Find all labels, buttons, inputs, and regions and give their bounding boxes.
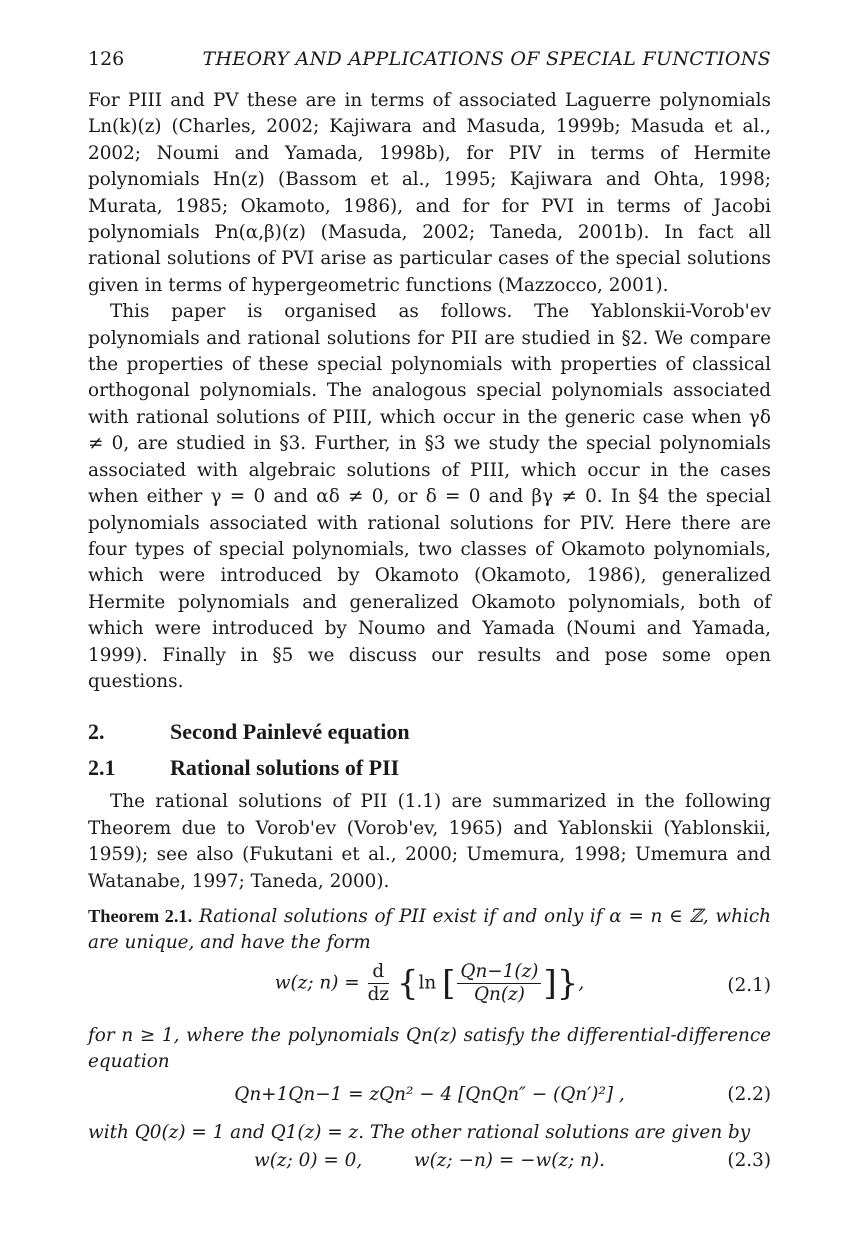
eq1-d: d [368,961,389,984]
paragraph-rational-solutions: The rational solutions of PII (1.1) are summarized in the following Theorem due to Vorob'ev (Vorob'ev, 1965) and Yablonskii (Yablonskii, 1959); see also (Fukutani et al., 2000; Umemura, 1998; Umemura and Watanabe, 1997; Taneda, 2000). [88,791,771,892]
equation-2-2 [88,1076,771,1120]
eq2-body: Qn+1Qn−1 = zQn² − 4 [QnQn″ − (Qn′)²] , [234,1083,625,1105]
eq1-ln: ln [418,972,437,994]
section-title: Second Painlevé equation [170,719,410,745]
eq3-right: w(z; −n) = −w(z; n). [413,1150,605,1171]
eq1-denominator: Qn(z) [473,983,525,1005]
theorem-statement: Rational solutions of PII exist if and only if α = n ∈ ℤ, which are unique, and have the form [88,905,771,954]
running-header [88,48,771,78]
eq3-tag: (2.3) [727,1150,771,1171]
subsection-title: Rational solutions of PII [170,755,400,781]
theorem-label: Theorem 2.1. [88,905,193,926]
subsection-number: 2.1 [88,755,116,781]
theorem [88,903,771,957]
section-heading [88,719,771,745]
eq1-dz: dz [367,983,390,1005]
subsection-heading [88,755,771,781]
equation-2-3 [88,1146,771,1190]
eq2-tag: (2.2) [727,1083,771,1105]
page-number: 126 [88,48,125,70]
page [88,48,771,1190]
eq1-lhs: w(z; n) = [274,972,360,994]
eq1-numerator: Qn−1(z) [457,961,541,984]
equation-2-1: w(z; n) = $\frac{d}{dz}$ {ln [ $\frac{Qn-1(z)}{Qn(z)}$ ]}, (2.1) [274,960,771,1005]
theorem-after-eq1: for n ≥ 1, where the polynomials Qn(z) satisfy the differential-difference equation [88,1024,771,1073]
running-title: THEORY AND APPLICATIONS OF SPECIAL FUNCTIONS [202,48,771,70]
paragraph-intro: For PIII and PV these are in terms of associated Laguerre polynomials Ln(k)(z) (Charles, 2002; Kajiwara and Masuda, 1999b; Masuda et al., 2002; Noumi and Yamada, 1998b), for PIV in terms of Hermite polynomials Hn(z) (Bassom et al., 1995; Kajiwara and Ohta, 1998; Murata, 1985; Okamoto, 1986), and for for PVI in terms of Jacobi polynomials Pn(α,β)(z) (Masuda, 2002; Taneda, 2001b). In fact all rational solutions of PVI arise as particular cases of the special solutions given in terms of hypergeometric functions (Mazzocco, 2001). [88,90,771,296]
eq1-tag: (2.1) [727,974,771,996]
section-number: 2. [88,719,105,745]
paragraph-organisation: This paper is organised as follows. The Yablonskii-Vorob'ev polynomials and rational solutions for PII are studied in §2. We compare the properties of these special polynomials with properties of classical orthogonal polynomials. The analogous special polynomials associated with rational solutions of PIII, which occur in the generic case when γδ ≠ 0, are studied in §3. Further, in §3 we study the special polynomials associated with algebraic solutions of PIII, which occur in the cases when either γ = 0 and αδ ≠ 0, or δ = 0 and βγ ≠ 0. In §4 the special polynomials associated with rational solutions for PIV. Here there are four types of special polynomials, two classes of Okamoto polynomials, which were introduced by Okamoto (Okamoto, 1986), generalized Hermite polynomials and generalized Okamoto polynomials, both of which were introduced by Noumo and Yamada (Noumi and Yamada, 1999). Finally in §5 we discuss our results and pose some open questions. [88,301,771,692]
theorem-after-eq2: with Q0(z) = 1 and Q1(z) = z. The other rational solutions are given by [88,1121,751,1143]
eq3-left: w(z; 0) = 0, [254,1150,363,1171]
